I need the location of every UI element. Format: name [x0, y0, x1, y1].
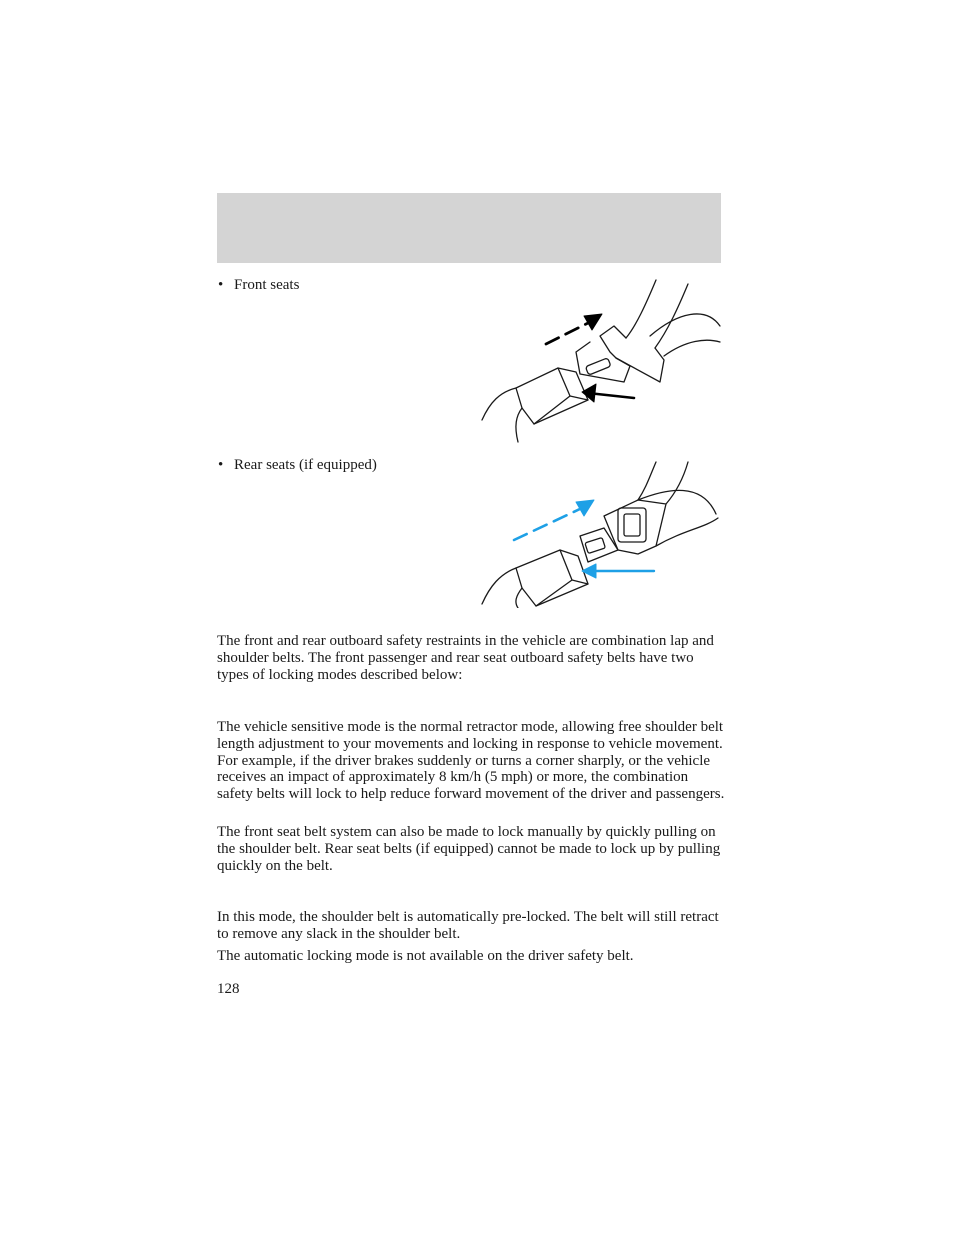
automatic-mode-paragraph: In this mode, the shoulder belt is automatically pre-locked. The belt will still retract to remove any slack in the shoulder belt. [217, 909, 719, 942]
intro-paragraph: The front and rear outboard safety restraints in the vehicle are combination lap and shoulder belts. The front passenger and rear seat outboard safety belts have two types of locking modes described below: [217, 633, 714, 683]
bullet-front-seats [218, 277, 299, 294]
bullet-icon: • [218, 277, 224, 293]
section-header-band [217, 193, 721, 263]
bullet-rear-seats-label: Rear seats (if equipped) [234, 457, 377, 473]
page-number: 128 [217, 981, 240, 997]
bullet-front-seats-label: Front seats [234, 277, 300, 293]
vehicle-sensitive-paragraph: The vehicle sensitive mode is the normal retractor mode, allowing free shoulder belt length adjustment to your movements and locking in response to vehicle movement. For example, if the driver brakes suddenly or turns a corner sharply, or the vehicle receives an impact of approximately 8 km/h (5 mph) or more, the combination safety belts will lock to help reduce forward movement of the driver and passengers. [217, 719, 725, 803]
manual-lock-paragraph: The front seat belt system can also be made to lock manually by quickly pulling on the shoulder belt. Rear seat belts (if equipped) cannot be made to lock up by pulling quickly on the belt. [217, 824, 721, 874]
bullet-icon: • [218, 457, 224, 473]
front-seat-belt-buckle-illustration [478, 276, 728, 446]
driver-note-paragraph: The automatic locking mode is not available on the driver safety belt. [217, 948, 634, 964]
bullet-rear-seats [218, 457, 377, 474]
rear-seat-belt-buckle-illustration [478, 458, 728, 608]
